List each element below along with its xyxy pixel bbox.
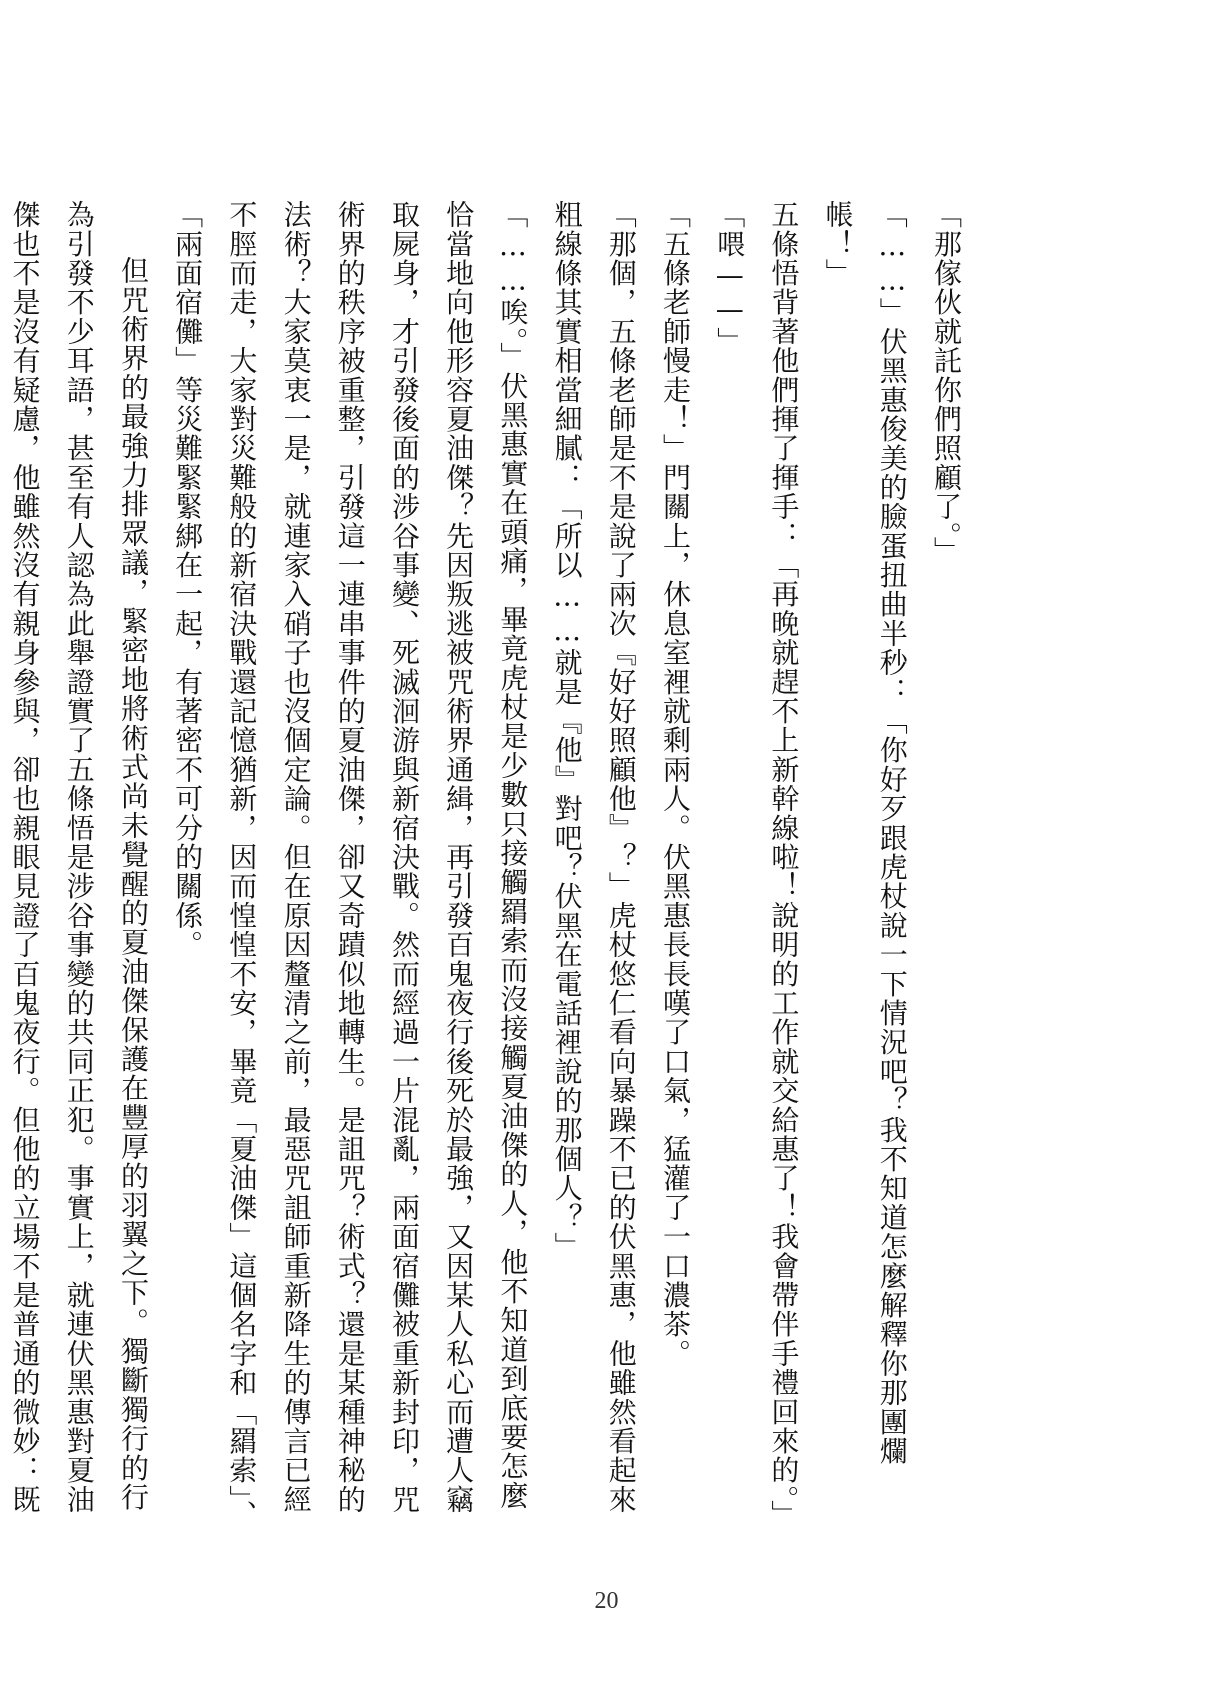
paragraph: 但咒術界的最強力排眾議，緊密地將術式尚未覺醒的夏油傑保護在豐厚的羽翼之下。獨斷獨行的行為引發不少耳語，甚至有人認為此舉證實了五條悟是涉谷事變的共同正犯。事實上，就連伏黑惠對夏油傑也不是沒有疑慮，他雖然沒有親身參與，卻也親眼見證了百鬼夜行。但他的立場不是普通的微妙：既 [8, 200, 150, 1514]
paragraph: 「喂——」 [713, 200, 747, 356]
paragraph: 「那傢伙就託你們照顧了。」 [930, 200, 963, 566]
paragraph: 「五條老師慢走！」門關上，休息室裡就剩兩人。伏黑惠長長嘆了口氣，猛灌了一口濃茶。 [658, 200, 692, 1368]
paragraph: 五條悟背著他們揮了揮手：「再晚就趕不上新幹線啦！說明的工作就交給惠了！我會帶伴手禮回來的。」 [767, 200, 801, 1530]
vertical-text-body [0, 200, 973, 1530]
paragraph: 「……唉。」伏黑惠實在頭痛，畢竟虎杖是少數只接觸羂索而沒接觸夏油傑的人，他不知道到底要怎麼恰當地向他形容夏油傑？先因叛逃被咒術界通緝，再引發百鬼夜行後死於最強，又因某人私心而遭人竊取屍身，才引發後面的涉谷事變、死滅洄游與新宿決戰。然而經過一片混亂，兩面宿儺被重新封印，咒術界的秩序被重整，引發這一連串事件的夏油傑，卻又奇蹟似地轉生。是詛咒？術式？還是某種神秘的法術？大家莫衷一是，就連家入硝子也沒個定論。但在原因釐清之前，最惡咒詛師重新降生的傳言已經不脛而走，大家對災難般的新宿決戰還記憶猶新，因而惶惶不安，畢竟「夏油傑」這個名字和「羂索」、「兩面宿儺」等災難緊緊綁在一起，有著密不可分的關係。 [171, 200, 530, 1530]
paragraph: 「那個，五條老師是不是說了兩次『好好照顧他』？」虎杖悠仁看向暴躁不已的伏黑惠，他雖然看起來粗線條其實相當細膩：「所以……就是『他』對吧？伏黑在電話裡說的那個人？」 [550, 200, 638, 1514]
page-number: 20 [594, 1588, 619, 1614]
paragraph: 「……」伏黑惠俊美的臉蛋扭曲半秒：「你好歹跟虎杖說一下情況吧？我不知道怎麼解釋你那團爛帳！」 [821, 200, 909, 1466]
